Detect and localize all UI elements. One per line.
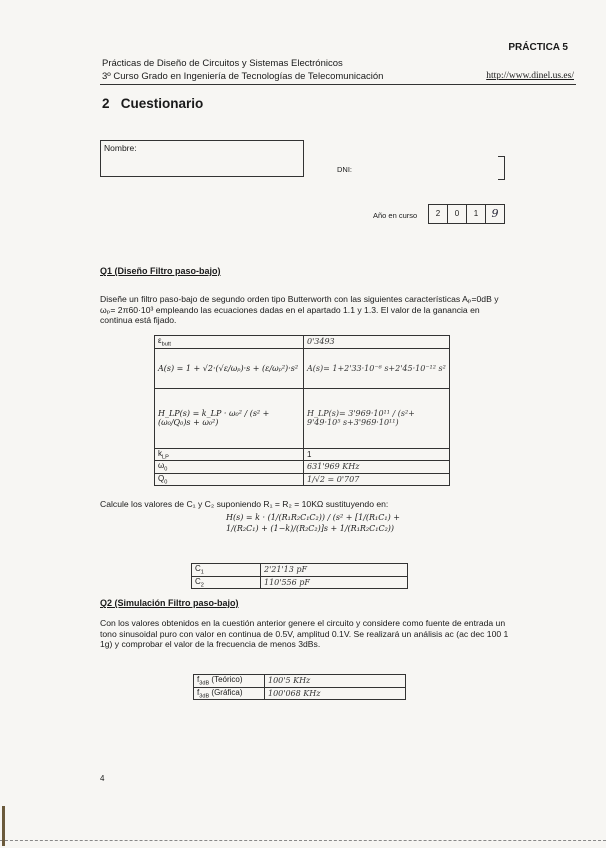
row-value: 100'068 KHz xyxy=(265,687,406,700)
row-value: 110'556 pF xyxy=(261,576,408,589)
table-row xyxy=(155,388,450,448)
row-label: $Q_0$ xyxy=(155,473,304,486)
table-row xyxy=(192,564,408,577)
year-digit-1: 2 xyxy=(435,209,441,218)
row-label: $\varepsilon_{butt}$ xyxy=(155,336,304,349)
year-digit-4: 9 xyxy=(485,205,504,223)
page-number: 4 xyxy=(100,774,105,783)
table-row xyxy=(192,576,408,589)
row-value: 631'969 KHz xyxy=(304,461,450,474)
row-value: 1/√2 = 0'707 xyxy=(304,473,450,486)
q1-calc-instruction: Calcule los valores de C₁ y C₂ suponiendo R₁ = R₂ = 10KΩ sustituyendo en: xyxy=(100,499,389,509)
q2-title: Q2 (Simulación Filtro paso-bajo) xyxy=(100,598,239,608)
row-label: $\omega_0$ xyxy=(155,461,304,474)
header-divider xyxy=(100,84,576,85)
course-subtitle: 3º Curso Grado en Ingeniería de Tecnologías de Telecomunicación xyxy=(102,71,384,82)
row-value: 1 xyxy=(304,448,450,461)
scan-binding-mark xyxy=(2,806,5,846)
year-label: Año en curso xyxy=(373,211,418,220)
q1-title: Q1 (Diseño Filtro paso-bajo) xyxy=(100,266,221,276)
section-title-text: Cuestionario xyxy=(120,96,204,111)
row-label: $k_{LP}$ xyxy=(155,448,304,461)
row-value: 100'5 KHz xyxy=(265,675,406,688)
table-row xyxy=(194,675,406,688)
cutoff-frequency-table xyxy=(193,674,406,700)
year-digit-2: 0 xyxy=(447,205,466,223)
section-number: 2 xyxy=(102,96,110,111)
row-label: $C_2$ xyxy=(192,576,261,589)
year-digit-3: 1 xyxy=(466,205,485,223)
row-label: $C_1$ xyxy=(192,564,261,577)
row-label: A(s) = 1 + √2·(√ε/ωₚ)·s + (ε/ωₚ²)·s² xyxy=(155,348,304,388)
year-field[interactable] xyxy=(428,204,505,224)
footer-scan-edge xyxy=(0,840,606,841)
dni-field[interactable] xyxy=(498,156,505,180)
table-row xyxy=(155,336,450,349)
row-label: $f_{3dB}$ (Gráfica) xyxy=(194,687,265,700)
row-value: 0'3493 xyxy=(304,336,450,349)
practice-number: PRÁCTICA 5 xyxy=(508,42,568,53)
q1-statement: Diseñe un filtro paso-bajo de segundo orden tipo Butterworth con las siguientes características Aₚ=0dB y ωₚ= 2π60·10³ empleando las ecuaciones dadas en el apartado 1.1 y 1.3. El valor de la ganancia en continua está fijado. xyxy=(100,294,499,325)
row-label: $f_{3dB}$ (Teórico) xyxy=(194,675,265,688)
row-label: H_LP(s) = k_LP · ω₀² / (s² + (ω₀/Q₀)s + ω₀²) xyxy=(155,388,304,448)
course-title: Prácticas de Diseño de Circuitos y Sistemas Electrónicos xyxy=(102,58,343,69)
q2-statement: Con los valores obtenidos en la cuestión anterior genere el circuito y considere como fuente de entrada un tono sinusoidal puro con valor en continua de 0.5V, amplitud 0.1V. Se realizará un análisis ac (ac dec 100 1 1g) y comprobar el valor de la frecuencia de menos 3dBs. xyxy=(100,618,509,649)
dni-label: DNI: xyxy=(337,165,352,174)
row-value: A(s)= 1+2'33·10⁻⁶ s+2'45·10⁻¹² s² xyxy=(304,348,450,388)
q1-results-table xyxy=(154,335,450,486)
row-value: H_LP(s)= 3'969·10¹¹ / (s²+ 9'49·10⁵ s+3'969·10¹¹) xyxy=(304,388,450,448)
table-row xyxy=(194,687,406,700)
transfer-function-equation: H(s) = k · (1/(R₁R₂C₁C₂)) / (s² + [1/(R₁C₁) + 1/(R₂C₁) + (1−k)/(R₂C₂)]s + 1/(R₁R₂C₁C₂)) xyxy=(226,513,400,533)
table-row xyxy=(155,473,450,486)
table-row xyxy=(155,348,450,388)
table-row xyxy=(155,461,450,474)
name-label: Nombre: xyxy=(104,143,137,153)
table-row xyxy=(155,448,450,461)
section-title xyxy=(102,96,203,111)
course-url-link[interactable]: http://www.dinel.us.es/ xyxy=(486,71,574,81)
row-value: 2'21'13 pF xyxy=(261,564,408,577)
capacitor-table xyxy=(191,563,408,589)
